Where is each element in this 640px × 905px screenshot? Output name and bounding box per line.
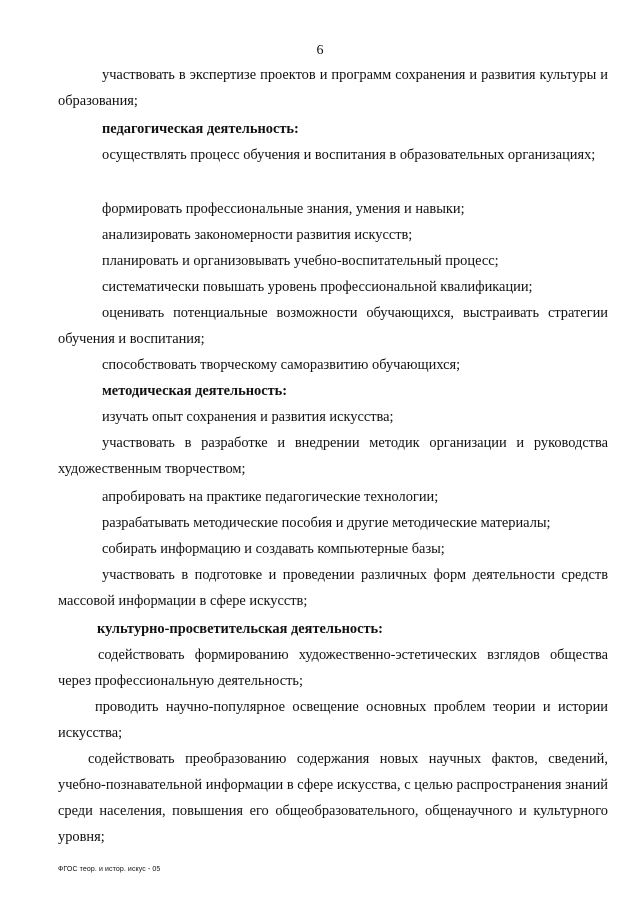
section-heading: методическая деятельность:: [102, 383, 288, 399]
paragraph: анализировать закономерности развития искусств;: [102, 227, 413, 243]
paragraph: содействовать формированию художественно-эстетических взглядов общества через профессиональную деятельность;: [58, 647, 608, 689]
paragraph: способствовать творческому саморазвитию обучающихся;: [102, 357, 461, 373]
paragraph: осуществлять процесс обучения и воспитания в образовательных организациях;: [102, 147, 596, 163]
paragraph: разрабатывать методические пособия и другие методические материалы;: [102, 515, 551, 531]
paragraph: планировать и организовывать учебно-воспитательный процесс;: [102, 253, 499, 269]
paragraph: участвовать в разработке и внедрении методик организации и руководства художественным творчеством;: [58, 435, 608, 477]
paragraph: апробировать на практике педагогические технологии;: [102, 489, 439, 505]
page-number: 6: [316, 43, 324, 58]
paragraph: изучать опыт сохранения и развития искусства;: [102, 409, 394, 425]
paragraph: формировать профессиональные знания, умения и навыки;: [102, 201, 465, 217]
paragraph: участвовать в подготовке и проведении различных форм деятельности средств массовой информации в сфере искусств;: [58, 567, 608, 609]
paragraph: оценивать потенциальные возможности обучающихся, выстраивать стратегии обучения и воспитания;: [58, 305, 608, 347]
paragraph: участвовать в экспертизе проектов и программ сохранения и развития культуры и образования;: [58, 67, 608, 109]
paragraph: собирать информацию и создавать компьютерные базы;: [102, 541, 445, 557]
paragraph: проводить научно-популярное освещение основных проблем теории и истории искусства;: [58, 699, 608, 741]
paragraph: систематически повышать уровень профессиональной квалификации;: [102, 279, 533, 295]
footer-code: ФГОС теор. и истор. искус - 05: [58, 866, 161, 873]
section-heading: педагогическая деятельность:: [102, 121, 299, 137]
paragraph: содействовать преобразованию содержания новых научных фактов, сведений, учебно-познавательной информации в сфере искусства, с целью распространения знаний среди населения, повышения его общеобразовательного, общенаучного и культурного уровня;: [58, 751, 608, 845]
section-heading: культурно-просветительская деятельность:: [97, 621, 383, 637]
